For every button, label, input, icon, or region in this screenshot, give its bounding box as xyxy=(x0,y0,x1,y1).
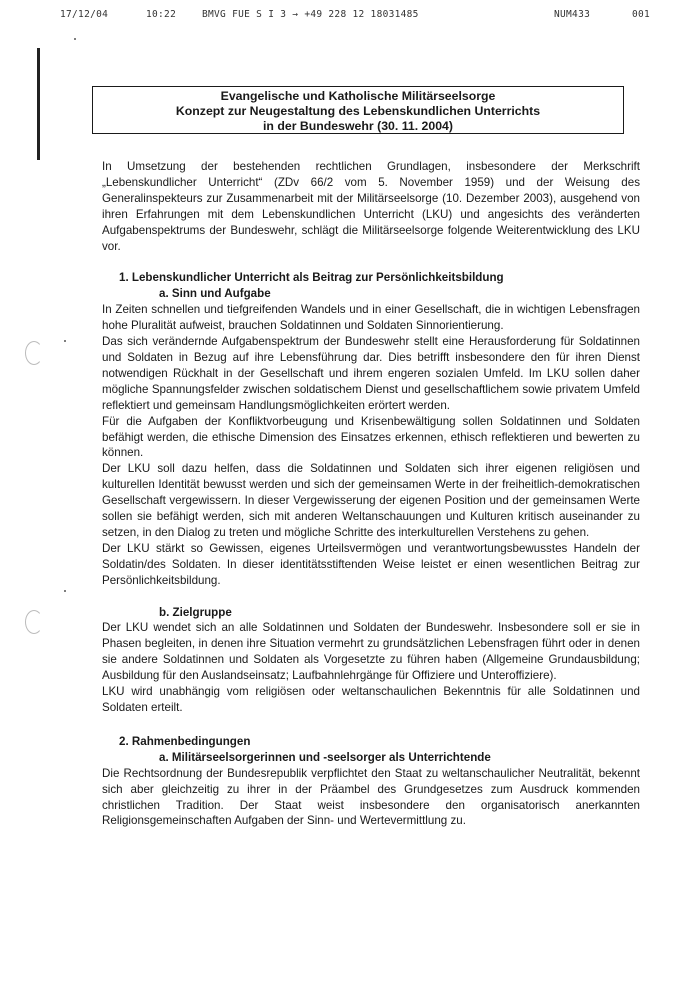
fax-sender: BMVG FUE S I 3 → +49 228 12 18031485 xyxy=(202,9,419,20)
section-2-heading: 2. Rahmenbedingungen xyxy=(119,734,251,748)
section-1-heading: 1. Lebenskundlicher Unterricht als Beitrag zur Persönlichkeitsbildung xyxy=(119,271,504,285)
scan-edge-mark xyxy=(37,48,40,160)
scan-speck xyxy=(64,590,66,592)
fax-header xyxy=(60,9,660,23)
section-1a-paragraph: Für die Aufgaben der Konfliktvorbeugung und Krisenbewältigung sollen Soldatinnen und Soldaten befähigt werden, die ethische Dimension des Einsatzes erkennen, ethisch reflektieren und bewerten zu können. xyxy=(102,414,640,460)
document-body xyxy=(102,159,640,829)
section-2a-paragraph: Die Rechtsordnung der Bundesrepublik verpflichtet den Staat zu weltanschaulicher Neutralität, bekennt sich aber gleichzeitig zu ihrer in der Präambel des Grundgesetzes zum Ausdruck kommenden christlichen Tradition. Der Staat weist insbesondere den organisatorisch anerkannten Religionsgemeinschaften Aufgaben der Sinn- und Wertevermittlung zu. xyxy=(102,766,640,828)
section-1b-paragraph: Der LKU wendet sich an alle Soldatinnen und Soldaten der Bundeswehr. Insbesondere soll er sie in Phasen begleiten, in denen ihre Situation vermehrt zu grundsätzlichen Lebensfragen führt oder in denen sie andere Soldatinnen und Soldaten als Vorgesetzte zu führen haben (Allgemeine Grundausbildung; Ausbildung für den Auslandseinsatz; Laufbahnlehrgänge für Offiziere und Unteroffiziere). xyxy=(102,621,640,683)
section-1b-paragraph: LKU wird unabhängig vom religiösen oder weltanschaulichen Bekenntnis für alle Soldatinnen und Soldaten erteilt. xyxy=(102,685,640,714)
title-line-2: Konzept zur Neugestaltung des Lebenskundlichen Unterrichts xyxy=(175,104,541,118)
section-1a-heading: a. Sinn und Aufgabe xyxy=(159,287,271,301)
scan-speck xyxy=(74,38,76,40)
section-1a-paragraph: Der LKU soll dazu helfen, dass die Soldatinnen und Soldaten sich ihrer eigenen religiösen und kulturellen Identität bewusst werden und sich der gemeinsamen Werte in der freiheitlich-demokratischen Gesellschaft vergewissern. In dieser Vergewisserung der eigenen Position und der gemeinsamen Werte sollen sie befähigt werden, sich mit anderen Weltanschauungen und Kulturen kritisch auseinander zu setzen, in den Dialog zu treten und mögliche Schritte des interkulturellen Verstehens zu gehen. xyxy=(102,462,640,539)
title-line-3: in der Bundeswehr (30. 11. 2004) xyxy=(263,119,453,133)
intro-paragraph: In Umsetzung der bestehenden rechtlichen Grundlagen, insbesondere der Merkschrift „Lebenskundlicher Unterricht“ (ZDv 66/2 vom 5. November 1959) und der Weisung des Generalinspekteurs zur Zusammenarbeit mit der Militärseelsorge (10. Dezember 2003), ausgehend von ihren Erfahrungen mit dem Lebenskundlichen Unterricht (LKU) und angesichts des veränderten Aufgabenspektrums der Bundeswehr, schlägt die Militärseelsorge folgende Weiterentwicklung des LKU vor. xyxy=(102,160,640,253)
fax-time: 10:22 xyxy=(146,9,177,20)
title-line-1: Evangelische und Katholische Militärseelsorge xyxy=(220,89,496,103)
section-2a-heading: a. Militärseelsorgerinnen und -seelsorger als Unterrichtende xyxy=(159,750,491,764)
scan-speck xyxy=(64,340,66,342)
section-1a-paragraph: Das sich verändernde Aufgabenspektrum der Bundeswehr stellt eine Herausforderung für Soldatinnen und Soldaten in Bezug auf ihre Lebensführung dar. Dies betrifft insbesondere den für ihren Dienst notwendigen Rückhalt in der Gesellschaft und ihrem engeren sozialen Umfeld. Im LKU sollen daher mögliche Spannungsfelder zwischen soldatischem Dienst und gesellschaftlichem sowie privatem Umfeld reflektiert und gemeinsam Handlungsmöglichkeiten erörtert werden. xyxy=(102,335,640,412)
section-1b-heading: b. Zielgruppe xyxy=(159,605,232,619)
fax-date: 17/12/04 xyxy=(60,9,109,20)
section-1a-paragraph: In Zeiten schnellen und tiefgreifenden Wandels und in einer Gesellschaft, die in wichtigen Lebensfragen hohe Pluralität aufweist, brauchen Soldatinnen und Soldaten Sinnorientierung. xyxy=(102,303,640,333)
punch-hole xyxy=(25,610,43,634)
document-title-box xyxy=(92,86,624,134)
fax-number: NUM433 xyxy=(554,9,591,20)
punch-hole xyxy=(25,341,43,365)
section-1a-paragraph: Der LKU stärkt so Gewissen, eigenes Urteilsvermögen und verantwortungsbewusstes Handeln der Soldatin/des Soldaten. In dieser identitätsstiftenden Weise leistet er einen wesentlichen Beitrag zur Persönlichkeitsbildung. xyxy=(102,541,640,587)
fax-page: 001 xyxy=(632,9,651,20)
